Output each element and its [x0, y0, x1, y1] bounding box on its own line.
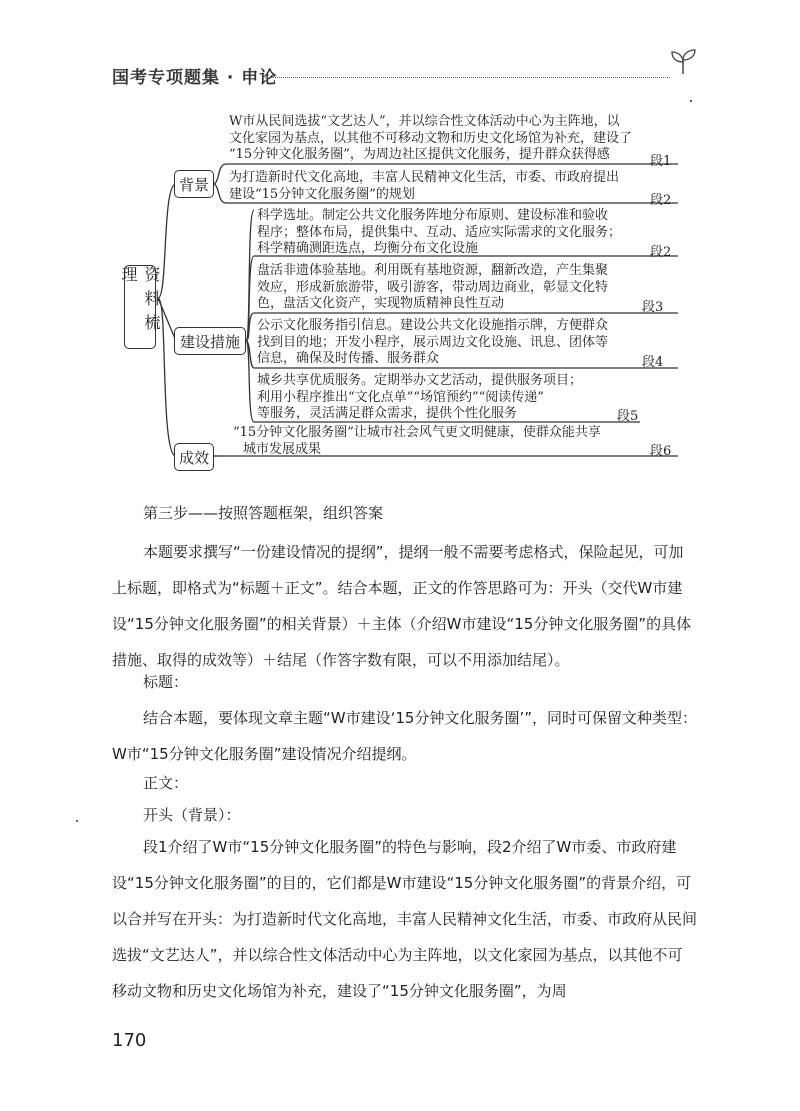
root-label: 资料梳理	[119, 266, 161, 338]
item-line: 等服务，灵活满足群众需求，提供个性化服务	[257, 406, 518, 421]
paragraph-label: 标题：	[143, 673, 189, 691]
map-item	[257, 373, 582, 423]
paragraph: 本题要求撰写“一份建设情况的提纲”，提纲一般不需要考虑格式，保险起见，可加上标题，即格式为“标题＋正文”。结合本题，正文的作答思路可为：开头（交代W市建设“15分钟文化服务圈”的相关背景）＋主体（介绍W市建设“15分钟文化服务圈”的具体措施、取得的成效等）＋结尾（作答字数有限，可以不用添加结尾）。	[112, 543, 692, 669]
segment-ref: 段5	[617, 409, 639, 424]
item-line: 建设“15分钟文化服务圈”的规划	[229, 186, 415, 202]
item-line: 科学精确测距选点，均衡分布文化设施	[257, 241, 479, 256]
paragraph-label: 正文：	[143, 774, 189, 792]
category-background-label: 背景	[178, 175, 209, 194]
segment-ref: 段3	[642, 300, 664, 315]
item-line: 盘活非遗体验基地。利用既有基地资源，翻新改造，产生集聚	[257, 263, 609, 278]
segment-ref: 段6	[650, 444, 672, 459]
segment-ref: 段4	[642, 355, 664, 370]
item-line: 色，盘活文化资产，实现物质精神良性互动	[257, 296, 505, 311]
item-line: 城乡共享优质服务。定期举办文艺活动，提供服务项目；	[257, 373, 583, 388]
item-line: 效应，形成新旅游带，吸引游客，带动周边商业，彰显文化特	[257, 279, 609, 295]
item-line: 科学选址。制定公共文化服务阵地分布原则、建设标准和验收	[257, 208, 609, 223]
segment-ref: 段2	[650, 193, 672, 208]
paragraph: 结合本题，要体现文章主题“W市建设‘15分钟文化服务圈’”，同时可保留文种类型：W市“15分钟文化服务圈”建设情况介绍提纲。	[112, 709, 698, 763]
margin-mark	[76, 820, 78, 822]
page-number: 170	[112, 1030, 147, 1051]
item-line: 信息，确保及时传播、服务群众	[257, 351, 440, 366]
step-heading: 第三步——按照答题框架，组织答案	[143, 504, 384, 522]
item-line: 找到目的地；开发小程序，展示周边文化设施、讯息、团体等	[257, 334, 609, 350]
map-item	[257, 263, 608, 313]
item-line: W市从民间选拔“文艺达人”，并以综合性文体活动中心为主阵地，以	[229, 114, 620, 129]
root-box	[119, 265, 161, 349]
map-item	[233, 425, 601, 458]
paragraph-label: 开头（背景）：	[143, 806, 241, 824]
item-line: “15分钟文化服务圈”让城市社会风气更文明健康，使群众能共享	[233, 425, 601, 440]
item-line: 利用小程序推出“文化点单”“场馆预约”“阅读传递”	[257, 389, 544, 405]
paragraph: 段1介绍了W市“15分钟文化服务圈”的特色与影响，段2介绍了W市委、市政府建设“15分钟文化服务圈”的目的，它们都是W市建设“15分钟文化服务圈”的背景介绍，可以合并写在开头：为打造新时代文化高地，丰富人民精神文化生活，市委、市政府从民间选拔“文艺达人”，并以综合性文体活动中心为主阵地，以文化家园为基点，以其他不可移动文物和历史文化场馆为补充，建设了“15分钟文化服务圈”，为周	[112, 838, 698, 1000]
item-line: 城市发展成果	[243, 441, 322, 457]
item-line: 文化家园为基点，以其他不可移动文物和历史文化场馆为补充，建设了	[229, 130, 633, 146]
item-line: 公示文化服务指引信息。建设公共文化设施指示牌，方便群众	[257, 318, 609, 333]
segment-ref: 段1	[650, 154, 672, 169]
category-measures-label: 建设措施	[179, 332, 240, 351]
map-item	[229, 114, 632, 164]
category-results	[174, 443, 214, 471]
segment-ref: 段2	[650, 245, 672, 260]
map-item	[257, 208, 621, 258]
category-results-label: 成效	[178, 448, 209, 467]
category-measures	[174, 327, 246, 355]
map-item	[229, 170, 619, 203]
item-line: 程序；整体布局，提供集中、互动、适应实际需求的文化服务；	[257, 224, 622, 240]
running-header-title: 国考专项题集 · 申论	[112, 68, 278, 88]
item-line: “15分钟文化服务圈”，为周边社区提供文化服务，提升群众获得感	[229, 147, 610, 162]
category-background	[174, 170, 214, 198]
item-line: 为打造新时代文化高地，丰富人民精神文化生活，市委、市政府提出	[229, 170, 620, 185]
map-item	[257, 318, 608, 368]
